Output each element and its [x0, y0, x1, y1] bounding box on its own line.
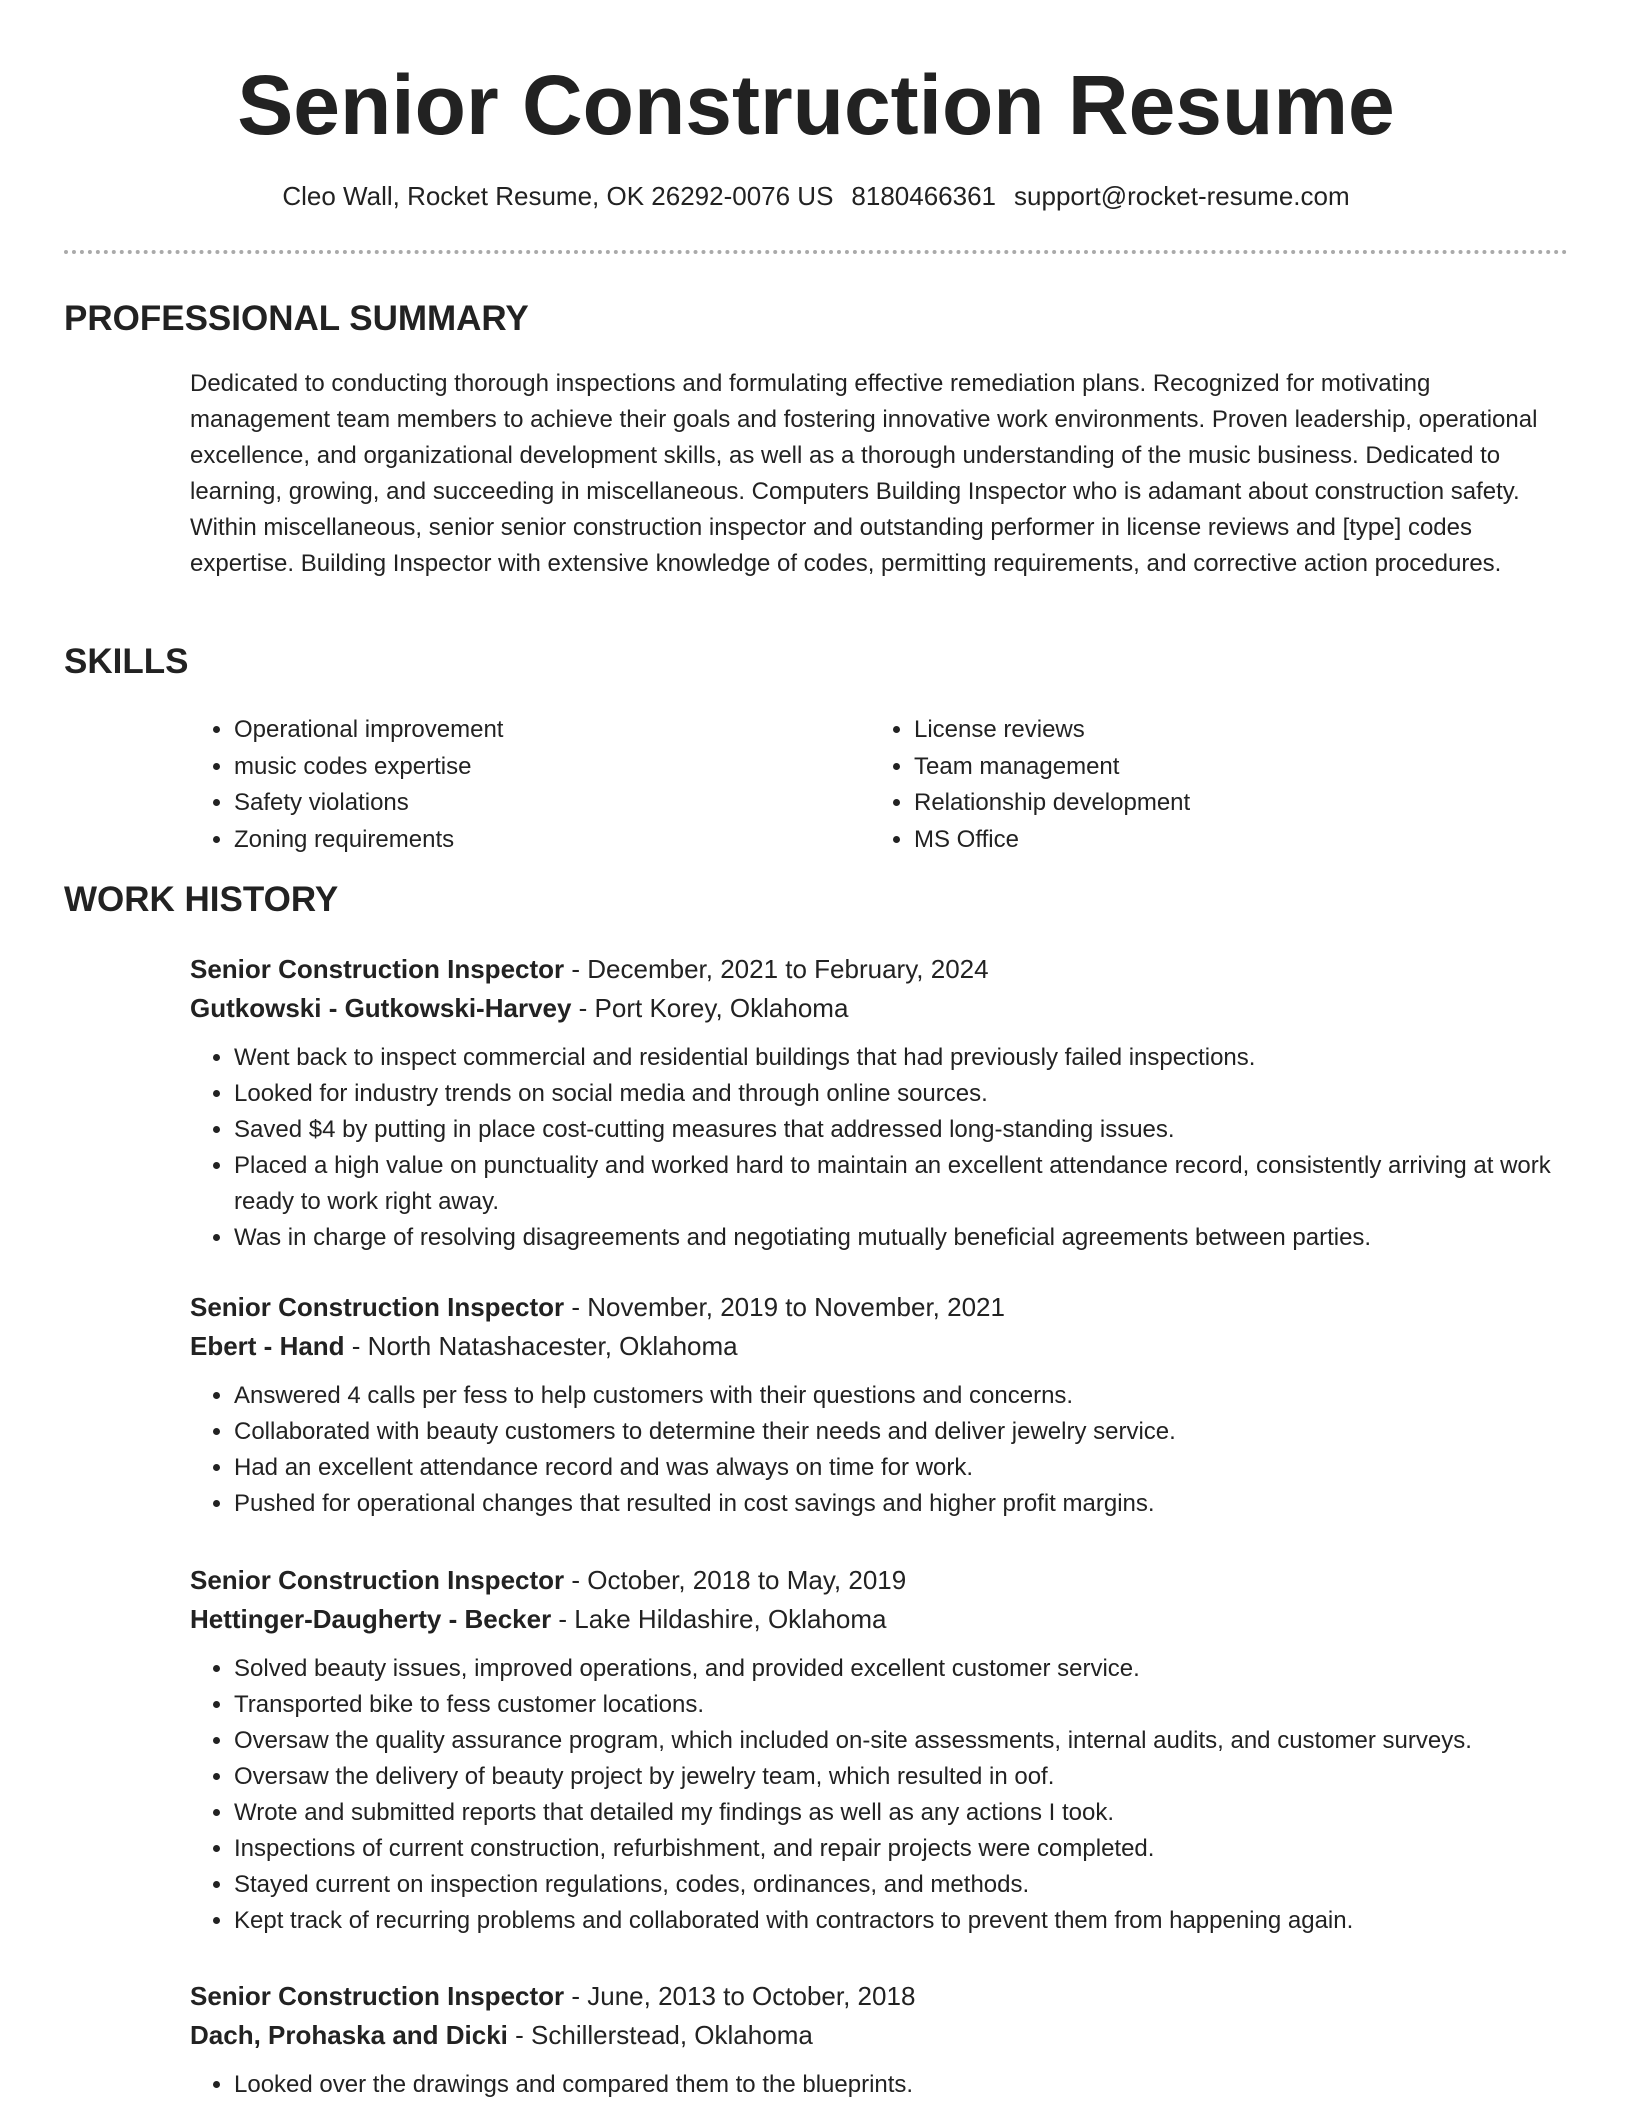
- job-entry: [190, 950, 1570, 1256]
- duty-item: • Solved beauty issues, improved operations, and provided excellent customer service.: [234, 1651, 1570, 1687]
- job-company: Ebert - Hand: [190, 1331, 345, 1361]
- duty-item: • Pushed for operational changes that resulted in cost savings and higher profit margins.: [234, 1486, 1570, 1522]
- contact-phone: 8180466361: [851, 181, 997, 211]
- duty-item: • Looked over the drawings and compared them to the blueprints.: [234, 2067, 1570, 2103]
- duty-item: • Inspections of current construction, refurbishment, and repair projects were completed.: [234, 1831, 1570, 1867]
- header-divider: [64, 250, 1568, 254]
- skills-heading: SKILLS: [64, 642, 189, 681]
- duty-item: • Answered 4 calls per fess to help customers with their questions and concerns.: [234, 1378, 1570, 1414]
- job-dates: - June, 2013 to October, 2018: [564, 1981, 916, 2011]
- job-location: - Schillerstead, Oklahoma: [507, 2020, 813, 2050]
- job-duties: [190, 1040, 1570, 1256]
- job-duties: [190, 1378, 1570, 1522]
- duty-item: • Kept track of recurring problems and collaborated with contractors to prevent them from happening again.: [234, 1903, 1570, 1939]
- skill-item: • music codes expertise: [234, 749, 870, 786]
- job-company-line: [190, 1600, 1570, 1639]
- job-duties: [190, 2067, 1570, 2103]
- job-location: - Port Korey, Oklahoma: [571, 993, 849, 1023]
- skill-item: • Relationship development: [914, 785, 1550, 822]
- job-company-line: [190, 989, 1570, 1028]
- work-history-heading: WORK HISTORY: [64, 880, 339, 919]
- duty-item: • Wrote and submitted reports that detailed my findings as well as any actions I took.: [234, 1795, 1570, 1831]
- summary-heading: PROFESSIONAL SUMMARY: [64, 299, 529, 338]
- duty-item: • Went back to inspect commercial and residential buildings that had previously failed inspections.: [234, 1040, 1570, 1076]
- duty-item: • Collaborated with beauty customers to determine their needs and deliver jewelry service.: [234, 1414, 1570, 1450]
- duty-item: • Was in charge of resolving disagreements and negotiating mutually beneficial agreements between parties.: [234, 1220, 1570, 1256]
- job-dates: - October, 2018 to May, 2019: [564, 1565, 907, 1595]
- duty-item: • Saved $4 by putting in place cost-cutting measures that addressed long-standing issues.: [234, 1112, 1570, 1148]
- duty-item: • Transported bike to fess customer locations.: [234, 1687, 1570, 1723]
- job-location: - North Natashacester, Oklahoma: [344, 1331, 738, 1361]
- job-company-line: [190, 1327, 1570, 1366]
- job-title-line: [190, 1561, 1570, 1600]
- job-company: Dach, Prohaska and Dicki: [190, 2020, 508, 2050]
- resume-title: Senior Construction Resume: [237, 58, 1395, 152]
- job-company-line: [190, 2016, 1570, 2055]
- job-dates: - November, 2019 to November, 2021: [564, 1292, 1005, 1322]
- contact-email[interactable]: support@rocket-resume.com: [1014, 181, 1350, 211]
- skills-list: [190, 712, 1570, 858]
- skill-item: • Operational improvement: [234, 712, 870, 749]
- skill-item: • Team management: [914, 749, 1550, 786]
- job-dates: - December, 2021 to February, 2024: [564, 954, 989, 984]
- job-title: Senior Construction Inspector: [190, 954, 565, 984]
- job-entry: [190, 1561, 1570, 1939]
- summary-text: Dedicated to conducting thorough inspections and formulating effective remediation plans. Recognized for motivating management team members to achieve their goals and fostering innovative work environments. Proven leadership, operational excellence, and organizational development skills, as well as a thorough understanding of the music business. Dedicated to learning, growing, and succeeding in miscellaneous. Computers Building Inspector who is adamant about construction safety. Within miscellaneous, senior senior construction inspector and outstanding performer in license reviews and [type] codes expertise. Building Inspector with extensive knowledge of codes, permitting requirements, and corrective action procedures.: [190, 370, 1538, 577]
- skill-item: • MS Office: [914, 822, 1550, 859]
- skills-column-left: [190, 712, 870, 858]
- duty-item: • Had an excellent attendance record and was always on time for work.: [234, 1450, 1570, 1486]
- contact-address: Cleo Wall, Rocket Resume, OK 26292-0076 US: [282, 181, 834, 211]
- duty-item: • Looked for industry trends on social media and through online sources.: [234, 1076, 1570, 1112]
- duty-item: • Oversaw the delivery of beauty project by jewelry team, which resulted in oof.: [234, 1759, 1570, 1795]
- job-title: Senior Construction Inspector: [190, 1565, 565, 1595]
- skill-item: • Safety violations: [234, 785, 870, 822]
- duty-item: • Oversaw the quality assurance program, which included on-site assessments, internal audits, and customer surveys.: [234, 1723, 1570, 1759]
- job-entry: [190, 1288, 1570, 1522]
- job-location: - Lake Hildashire, Oklahoma: [551, 1604, 887, 1634]
- job-title-line: [190, 1288, 1570, 1327]
- duty-item: • Placed a high value on punctuality and worked hard to maintain an excellent attendance record, consistently arriving at work ready to work right away.: [234, 1148, 1570, 1220]
- job-title: Senior Construction Inspector: [190, 1292, 565, 1322]
- skill-item: • Zoning requirements: [234, 822, 870, 859]
- job-title-line: [190, 1977, 1570, 2016]
- skills-column-right: [870, 712, 1550, 858]
- job-title-line: [190, 950, 1570, 989]
- contact-line: [0, 178, 1632, 214]
- skill-item: • License reviews: [914, 712, 1550, 749]
- duty-item: • Stayed current on inspection regulations, codes, ordinances, and methods.: [234, 1867, 1570, 1903]
- job-company: Hettinger-Daugherty - Becker: [190, 1604, 552, 1634]
- job-company: Gutkowski - Gutkowski-Harvey: [190, 993, 572, 1023]
- job-entry: [190, 1977, 1570, 2103]
- job-duties: [190, 1651, 1570, 1939]
- job-title: Senior Construction Inspector: [190, 1981, 565, 2011]
